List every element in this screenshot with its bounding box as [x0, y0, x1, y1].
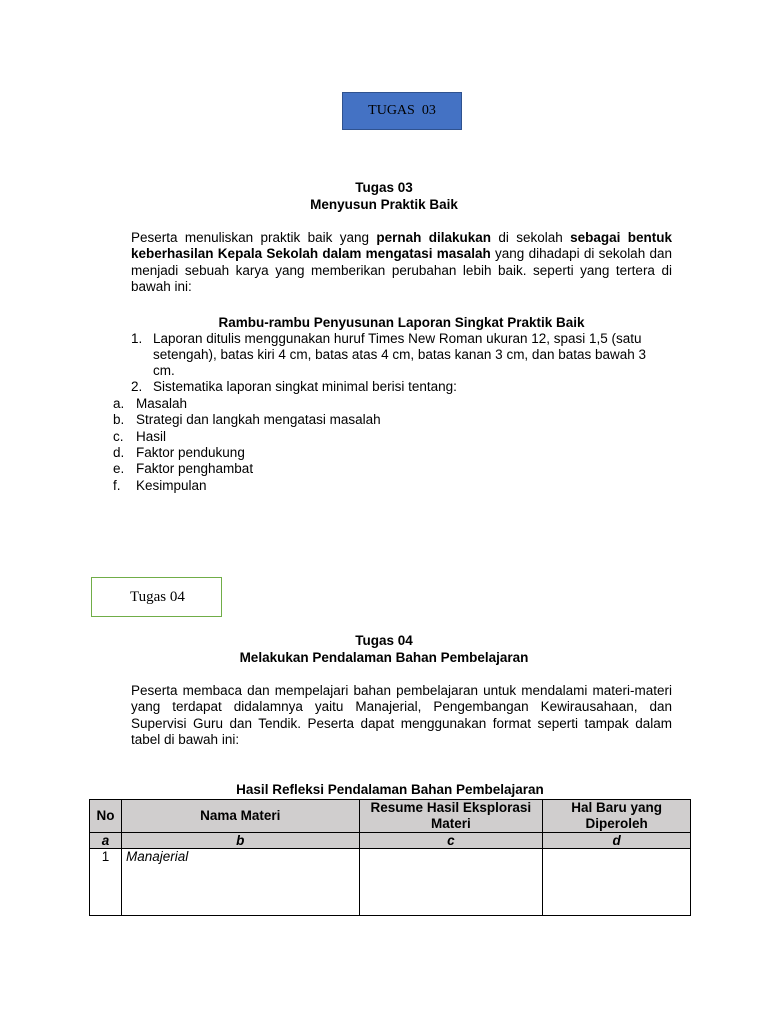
intro-bold-2: sebagai bentuk keberhasilan Kepala Sekolah dalam mengatasi masalah	[131, 230, 672, 262]
subheader-a: a	[90, 833, 122, 849]
list-item: Masalah	[136, 396, 188, 411]
subheader-d: d	[543, 833, 691, 849]
list-item: Strategi dan langkah mengatasi masalah	[136, 412, 381, 427]
tugas-04-intro: Peserta membaca dan mempelajari bahan pembelajaran untuk mendalami materi-materi yang terdapat didalamnya yaitu Manajerial, Pengembangan Kewirausahaan, dan Supervisi Guru dan Tendik. Peserta dapat menggunakan format seperti tampak dalam tabel di bawah ini:	[131, 683, 672, 747]
cell-nama-materi: Manajerial	[121, 849, 359, 916]
intro-text-1: Peserta menuliskan praktik baik yang	[131, 230, 377, 245]
rule-number: 2.	[131, 379, 143, 394]
list-letter: c.	[113, 429, 124, 444]
list-letter: d.	[113, 445, 125, 460]
header-no: No	[90, 800, 122, 833]
list-letter: f.	[113, 478, 121, 493]
rule-line: setengah), batas kiri 4 cm, batas atas 4 cm, batas kanan 3 cm, dan batas bawah 3	[153, 347, 647, 362]
intro-text-3: yang dihadapi di sekolah dan menjadi sebuah karya yang memberikan perubahan lebih baik. seperti yang tertera di bawah ini:	[131, 246, 672, 294]
intro-text-2: di sekolah	[491, 230, 571, 245]
list-item: Kesimpulan	[136, 478, 207, 493]
cell-resume	[359, 849, 543, 916]
table-header-row	[90, 800, 691, 833]
cell-hal-baru	[543, 849, 691, 916]
table-title: Hasil Refleksi Pendalaman Bahan Pembelajaran	[236, 782, 544, 797]
header-hal-baru: Hal Baru yang Diperoleh	[543, 800, 691, 833]
header-nama-materi: Nama Materi	[121, 800, 359, 833]
tugas-03-heading: Tugas 03	[355, 180, 413, 195]
subheader-b: b	[121, 833, 359, 849]
rules-title: Rambu-rambu Penyusunan Laporan Singkat Praktik Baik	[218, 315, 585, 330]
list-item: Hasil	[136, 429, 167, 444]
cell-no: 1	[90, 849, 122, 916]
list-letter: a.	[113, 396, 125, 411]
subheader-c: c	[359, 833, 543, 849]
rule-line: Sistematika laporan singkat minimal berisi tentang:	[153, 379, 457, 394]
reflection-table	[89, 799, 691, 916]
tugas-04-heading: Tugas 04	[355, 633, 413, 648]
rule-line: cm.	[153, 363, 175, 378]
tugas-04-subheading: Melakukan Pendalaman Bahan Pembelajaran	[239, 650, 529, 665]
tugas-04-box-label: Tugas 04	[130, 588, 185, 605]
tugas-03-subheading: Menyusun Praktik Baik	[310, 197, 458, 212]
tugas-03-box-label: TUGAS 03	[368, 103, 436, 118]
list-letter: e.	[113, 461, 125, 476]
intro-bold-1: pernah dilakukan	[376, 230, 492, 245]
tugas-03-intro	[131, 230, 672, 295]
rule-number: 1.	[131, 331, 143, 346]
list-item: Faktor penghambat	[136, 461, 254, 476]
table-subheader-row	[90, 833, 691, 849]
rule-line: Laporan ditulis menggunakan huruf Times New Roman ukuran 12, spasi 1,5 (satu	[153, 331, 642, 346]
list-item: Faktor pendukung	[136, 445, 245, 460]
table-row	[90, 849, 691, 916]
list-letter: b.	[113, 412, 125, 427]
header-resume: Resume Hasil Eksplorasi Materi	[359, 800, 543, 833]
tugas-04-box	[91, 577, 222, 617]
tugas-03-box	[342, 92, 462, 130]
